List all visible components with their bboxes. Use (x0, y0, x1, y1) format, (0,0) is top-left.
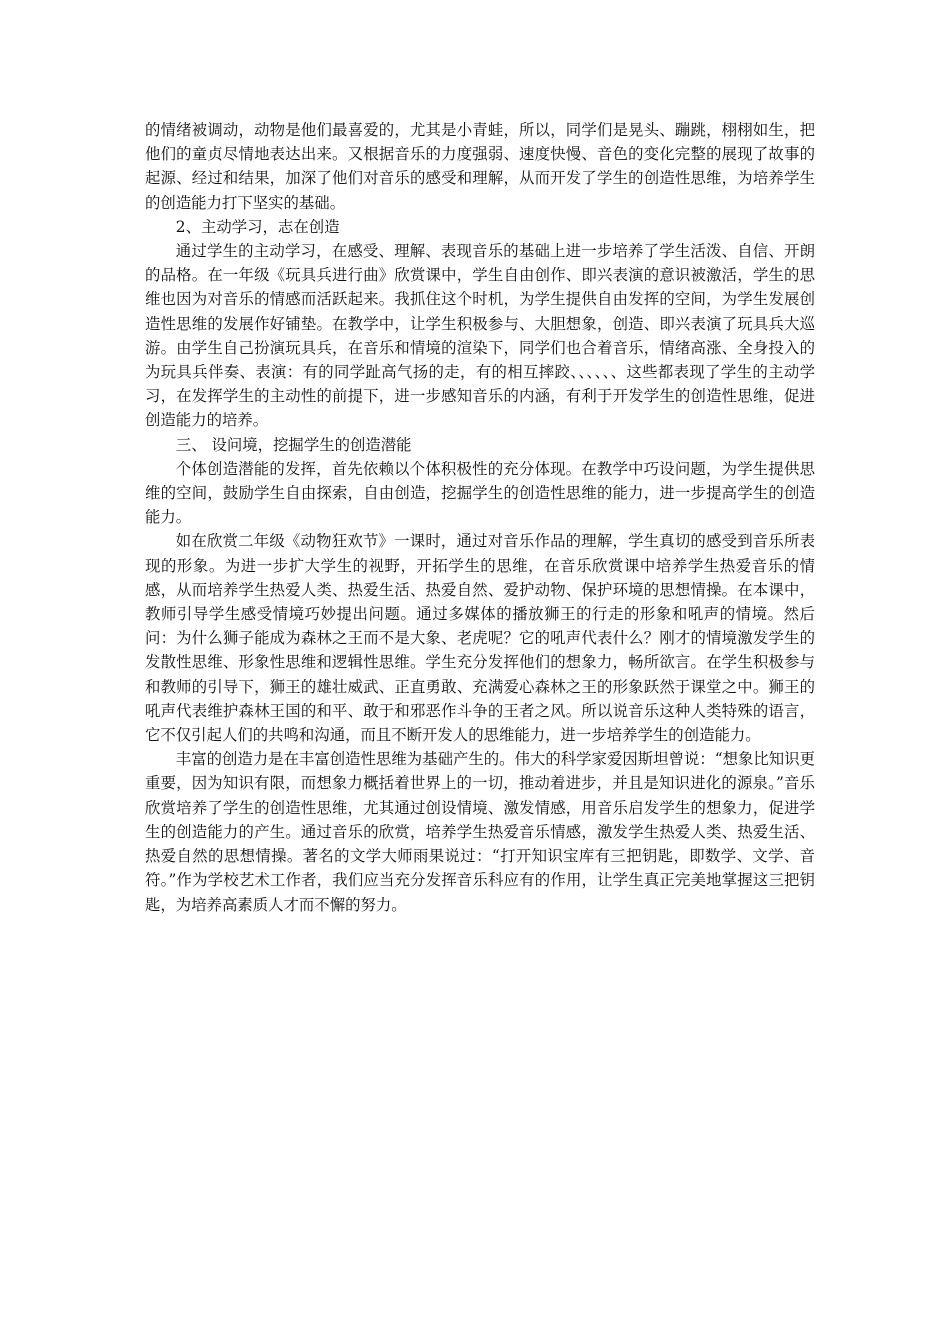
section-heading-questioning: 三、 设问境，挖掘学生的创造潜能 (175, 435, 412, 454)
paragraph-continuation: 的情绪被调动，动物是他们最喜爱的，尤其是小青蛙，所以，同学们是晃头、蹦跳，栩栩如生，把他们的童贞尽情地表达出来。又根据音乐的力度强弱、速度快慢、音色的变化完整的展现了故事的起源、经过和结果，加深了他们对音乐的感受和理解，从而开发了学生的创造性思维，为培养学生的创造能力打下坚实的基础。 (145, 121, 815, 212)
section-heading-active-learning: 2、主动学习，志在创造 (175, 217, 340, 236)
paragraph-creative-potential: 个体创造潜能的发挥，首先依赖以个体积极性的充分体现。在教学中巧设问题，为学生提供思维的空间，鼓励学生自由探索，自由创造，挖掘学生的创造性思维的能力，进一步提高学生的创造能力。 (145, 459, 815, 527)
paragraph-animal-carnival: 如在欣赏二年级《动物狂欢节》一课时，通过对音乐作品的理解，学生真切的感受到音乐所表现的形象。为进一步扩大学生的视野，开拓学生的思维，在音乐欣赏课中培养学生热爱音乐的情感，从而培养学生热爱人类、热爱生活、热爱自然、爱护动物、保护环境的思想情操。在本课中，教师引导学生感受情境巧妙提出问题。通过多媒体的播放狮王的行走的形象和吼声的情境。然后问：为什么狮子能成为森林之王而不是大象、老虎呢？它的吼声代表什么？刚才的情境激发学生的发散性思维、形象性思维和逻辑性思维。学生充分发挥他们的想象力，畅所欲言。在学生积极参与和教师的引导下，狮王的雄壮威武、正直勇敢、充满爱心森林之王的形象跃然于课堂之中。狮王的吼声代表维护森林王国的和平、敢于和邪恶作斗争的王者之风。所以说音乐这种人类特殊的语言，它不仅引起人们的共鸣和沟通，而且不断开发人的思维能力，进一步培养学生的创造能力。 (145, 532, 815, 745)
paragraph-conclusion: 丰富的创造力是在丰富创造性思维为基础产生的。伟大的科学家爱因斯坦曾说：“想象比知识更重要，因为知识有限，而想象力概括着世界上的一切，推动着进步，并且是知识进化的源泉。”音乐欣赏培养了学生的创造性思维，尤其通过创设情境、激发情感，用音乐启发学生的想象力，促进学生的创造能力的产生。通过音乐的欣赏，培养学生热爱音乐情感，激发学生热爱人类、热爱生活、热爱自然的思想情操。著名的文学大师雨果说过：“打开知识宝库有三把钥匙，即数学、文学、音符。”作为学校艺术工作者，我们应当充分发挥音乐科应有的作用，让学生真正完美地掌握这三把钥匙，为培养高素质人才而不懈的努力。 (145, 750, 815, 914)
paragraph-active-learning: 通过学生的主动学习，在感受、理解、表现音乐的基础上进一步培养了学生活泼、自信、开朗的品格。在一年级《玩具兵进行曲》欣赏课中，学生自由创作、即兴表演的意识被激活，学生的思维也因为对音乐的情感而活跃起来。我抓住这个时机，为学生提供自由发挥的空间，为学生发展创造性思维的发展作好铺垫。在教学中，让学生积极参与、大胆想象，创造、即兴表演了玩具兵大巡游。由学生自己扮演玩具兵，在音乐和情境的渲染下，同学们也合着音乐，情绪高涨、全身投入的为玩具兵伴奏、表演：有的同学趾高气扬的走，有的相互摔跤、、、、、、这些都表现了学生的主动学习，在发挥学生的主动性的前提下，进一步感知音乐的内涵，有利于开发学生的创造性思维，促进创造能力的培养。 (145, 242, 815, 430)
document-page (145, 118, 815, 917)
